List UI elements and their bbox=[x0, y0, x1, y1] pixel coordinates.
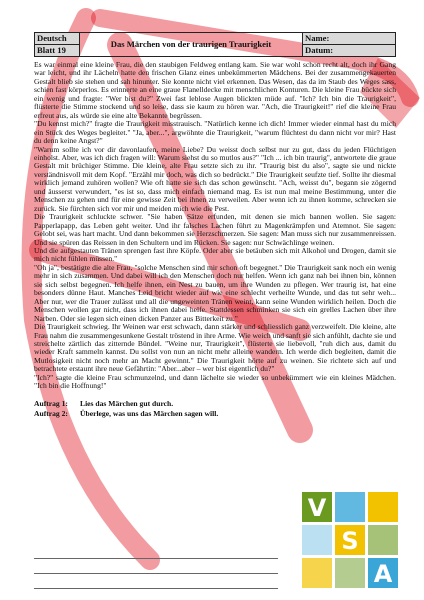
task-text: Überlege, was uns das Märchen sagen will. bbox=[80, 408, 219, 418]
name-field[interactable]: Name: bbox=[303, 33, 396, 45]
paragraph: Die Traurigkeit schluckte schwer. "Sie haben Sätze erfunden, mit denen sie mich bannen wollen. Sie sagen: Papperlapapp, das Leben geht weiter. Und ihr falsches Lachen führt zu Magenkrämpfen und Atemnot. Sie sagen: Gelobt sei, was hart macht. Und dann bekommen sie Herzschmerzen. Sie sagen: Man muss sich nur zusammenreissen. Und sie spüren das Reissen in den Schultern und im Rücken. Sie sagen: nur Schwächlinge weinen. bbox=[34, 212, 396, 247]
vsa-logo-icon bbox=[300, 490, 400, 590]
paragraph: "Du kennst mich?" fragte die Traurigkeit misstrauisch. "Natürlich kenne ich dich! Immer wieder einmal hast du mich ein Stück des Weges begleitet." "Ja, aber...", argwöhnte die Traurigkeit, "warum flüchtest du dann nicht vor mir? Hast du denn keine Angst?" bbox=[34, 119, 396, 146]
paragraph: Es war einmal eine kleine Frau, die den staubigen Feldweg entlang kam. Sie war wohl schon recht alt, doch ihr Gang war leicht, und ihr Lächeln hatte den frischen Glanz eines unbekümmerten Mädchens. Bei der zusammengekauerten Gestalt blieb sie stehen und sah hinunter. Sie konnte nicht viel erkennen. Das Wesen, das da im Staub des Weges sass, schien fast körperlos. Es erinnerte an eine graue Flanelldecke mit menschlichen Konturen. Die kleine Frau bückte sich ein wenig und fragte: "Wer bist du?" Zwei fast leblose Augen blickten müde auf. "Ich? Ich bin die Traurigkeit", flüsterte die Stimme stockend und so leise, dass sie kaum zu hören war. "Ach, die Traurigkeit!" rief die kleine Frau erfreut aus, als würde sie eine alte Bekannte begrüssen. bbox=[34, 60, 396, 120]
svg-text:A: A bbox=[373, 560, 393, 588]
answer-line[interactable] bbox=[34, 544, 278, 559]
answer-line[interactable] bbox=[34, 574, 278, 589]
sheet-label: Blatt 19 bbox=[35, 45, 80, 57]
task-key: Auftrag 2: bbox=[34, 408, 68, 418]
date-field[interactable]: Datum: bbox=[303, 45, 396, 57]
svg-text:S: S bbox=[341, 527, 359, 555]
subject-label: Deutsch bbox=[35, 33, 80, 45]
page-title: Das Märchen von der traurigen Traurigkeit bbox=[80, 33, 303, 57]
answer-line[interactable] bbox=[34, 559, 278, 574]
svg-text:V: V bbox=[307, 494, 327, 522]
paragraph: Die Traurigkeit schwieg. Ihr Weinen war erst schwach, dann stärker und schliesslich ganz verzweifelt. Die kleine, alte Frau nahm die zusammengesunkene Gestalt tröstend in ihre Arme. Wie weich und sanft sie sich anfühlt, dachte sie und streichelte zärtlich das zitternde Bündel. "Weine nur, Traurigkeit", flüsterte sie liebevoll, "ruh dich aus, damit du wieder Kraft sammeln kannst. Du sollst von nun an nicht mehr alleine wandern. Ich werde dich begleiten, damit die Mutlosigkeit nicht noch mehr an Macht gewinnt." Die Traurigkeit hörte auf zu weinen. Sie richtete sich auf und betrachtete erstaunt ihre neue Gefährtin: "Aber...aber – wer bist eigentlich du?" bbox=[34, 322, 396, 374]
task-item bbox=[34, 399, 396, 409]
task-key: Auftrag 1: bbox=[34, 398, 68, 408]
paragraph: "Oh ja", bestätigte die alte Frau, "solche Menschen sind mir schon oft begegnet." Die Traurigkeit sank noch ein wenig mehr in sich zusammen. Und dabei will ich den Menschen doch nur helfen. Wenn ich ganz nah bei ihnen bin, können sie sich selbst begegnen. Ich helfe ihnen, ein Nest zu bauen, um ihre Wunden zu pflegen. Wer traurig ist, hat eine besonders dünne Haut. Manches Leid bricht wieder auf wie eine schlecht verheilte Wunde, und das tut sehr weh... Aber nur, wer die Trauer zulässt und all die ungeweinten Tränen weint, kann seine Wunden wirklich heilen. Doch die Menschen wollen gar nicht, dass ich ihnen dabei helfe. Stattdessen schminken sie sich ein grelles Lachen über ihre Narben. Oder sie legen sich einen dicken Panzer aus Bitterkeit zu." bbox=[34, 262, 396, 323]
worksheet bbox=[34, 32, 396, 419]
paragraph: "Ich?" sagte die kleine Frau schmunzelnd, und dann lächelte sie wieder so unbekümmert wie ein kleines Mädchen. "Ich bin die Hoffnung!" bbox=[34, 372, 396, 391]
task-text: Lies das Märchen gut durch. bbox=[80, 398, 174, 408]
answer-lines[interactable] bbox=[34, 544, 278, 589]
paragraph: "Warum sollte ich vor dir davonlaufen, meine Liebe? Du weisst doch selbst nur zu gut, dass du jeden Flüchtigen einholst. Aber, was ich dich fragen will: Warum siehst du so mutlos aus?" "Ich ... ich bin traurig", antwortete die graue Gestalt mit brüchiger Stimme. Die kleine, alte Frau setzte sich zu ihr. "Traurig bist du also", sagte sie und nickte verständnisvoll mit dem Kopf. "Erzähl mir doch, was dich so bedrückt." Die Traurigkeit seufzte tief. Sollte ihr diesmal wirklich jemand zuhören wollen? Wie oft hatte sie sich das schon gewünscht. "Ach, weisst du", begann sie zögernd und äusserst verwundert, "es ist so, dass mich einfach niemand mag. Es ist nun mal meine Bestimmung, unter die Menschen zu gehen und für eine gewisse Zeit bei ihnen zu verweilen. Aber wenn ich zu ihnen komme, schrecken sie zurück. Sie fürchten sich vor mir und meiden mich wie die Pest. bbox=[34, 144, 396, 213]
task-item bbox=[34, 409, 396, 419]
worksheet-header bbox=[34, 32, 396, 57]
story-text bbox=[34, 61, 396, 391]
paragraph: Und die aufgestauten Tränen sprengen fast ihre Köpfe. Oder aber sie betäuben sich mit Alkohol und Drogen, damit sie mich nicht fühlen müssen." bbox=[34, 245, 396, 264]
tasks bbox=[34, 399, 396, 419]
